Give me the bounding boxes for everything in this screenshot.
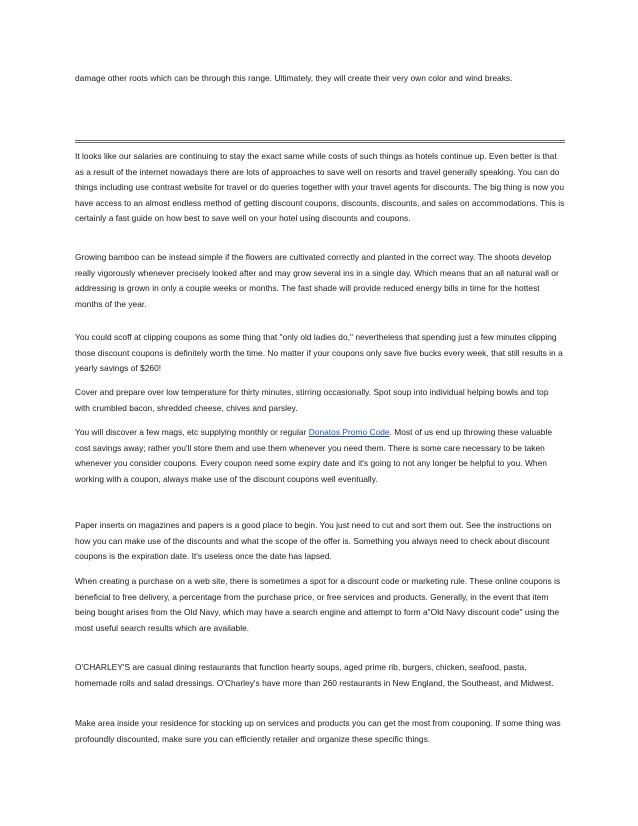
- paragraph-bamboo: Growing bamboo can be instead simple if the flowers are cultivated correctly and planted in the correct way. The shoots develop really vigorously whenever precisely looked after and may grow several ins in a single day. Which means that an all natural wall or addressing is grown in only a couple weeks or months. The fast shade will provide reduced energy bills in time for the hottest months of the year.: [75, 252, 559, 309]
- paragraph-soup: Cover and prepare over low temperature for thirty minutes, stirring occasionally. Spot soup into individual helping bowls and top with crumbled bacon, shredded cheese, chives and parsley.: [75, 387, 549, 413]
- paragraph-mags: [75, 425, 565, 487]
- paragraph-mags-after-link: . Most of us end up throwing these valuable cost savings away; rather you'll store them and use them whenever you need them. There is some care necessary to be taken whenever you consider coupons. Every coupon need some expiry date and it's going to not any longer be helpful to you. When working with a coupon, always make use of the discount coupons well eventually.: [75, 427, 553, 484]
- donatos-promo-code-link[interactable]: Donatos Promo Code: [308, 427, 390, 437]
- paragraph-mags-before-link: You will discover a few mags, etc supplying monthly or regular: [75, 427, 309, 437]
- paragraph-clipping-coupons: You could scoff at clipping coupons as some thing that "only old ladies do," nevertheless that spending just a few minutes clipping those discount coupons is definitely worth the time. No matter if your coupons only save five bucks every week, that still results in a yearly savings of $260!: [75, 332, 563, 373]
- paragraph-intro: damage other roots which can be through this range. Ultimately, they will create their very own color and wind breaks.: [75, 73, 513, 83]
- paragraph-stocking-up: Make area inside your residence for stocking up on services and products you can get the most from couponing. If some thing was profoundly discounted, make sure you can efficiently retailer and organize these specific things.: [75, 718, 561, 744]
- paragraph-paper-inserts: Paper inserts on magazines and papers is a good place to begin. You just need to cut and sort them out. See the instructions on how you can make use of the discounts and what the scope of the offer is. Something you always need to check about discount coupons is the expiration date. It's useless once the date has lapsed.: [75, 520, 552, 561]
- horizontal-rule: [75, 140, 565, 143]
- paragraph-online-coupons: When creating a purchase on a web site, there is sometimes a spot for a discount code or marketing rule. These online coupons is beneficial to free delivery, a percentage from the purchase price, or free services and products. Generally, in the event that item being bought arises from the Old Navy, which may have a search engine and attempt to form a"Old Navy discount code" using the most useful search results which are available.: [75, 576, 561, 633]
- paragraph-ocharleys: O'CHARLEY'S are casual dining restaurants that function hearty soups, aged prime rib, burgers, chicken, seafood, pasta, homemade rolls and salad dressings. O'Charley's have more than 260 restaurants in New England, the Southeast, and Midwest.: [75, 662, 554, 688]
- paragraph-hotel-savings: It looks like our salaries are continuing to stay the exact same while costs of such things as hotels continue up. Even better is that as a result of the internet nowadays there are lots of approaches to save well on resorts and travel generally speaking. You can do things including use contrast website for travel or do queries together with your travel agents for discounts. The big thing is now you have access to an almost endless method of getting discount coupons, discounts, discounts, and sales on accommodations. This is certainly a fast guide on how best to save well on your hotel using discounts and coupons.: [75, 151, 565, 223]
